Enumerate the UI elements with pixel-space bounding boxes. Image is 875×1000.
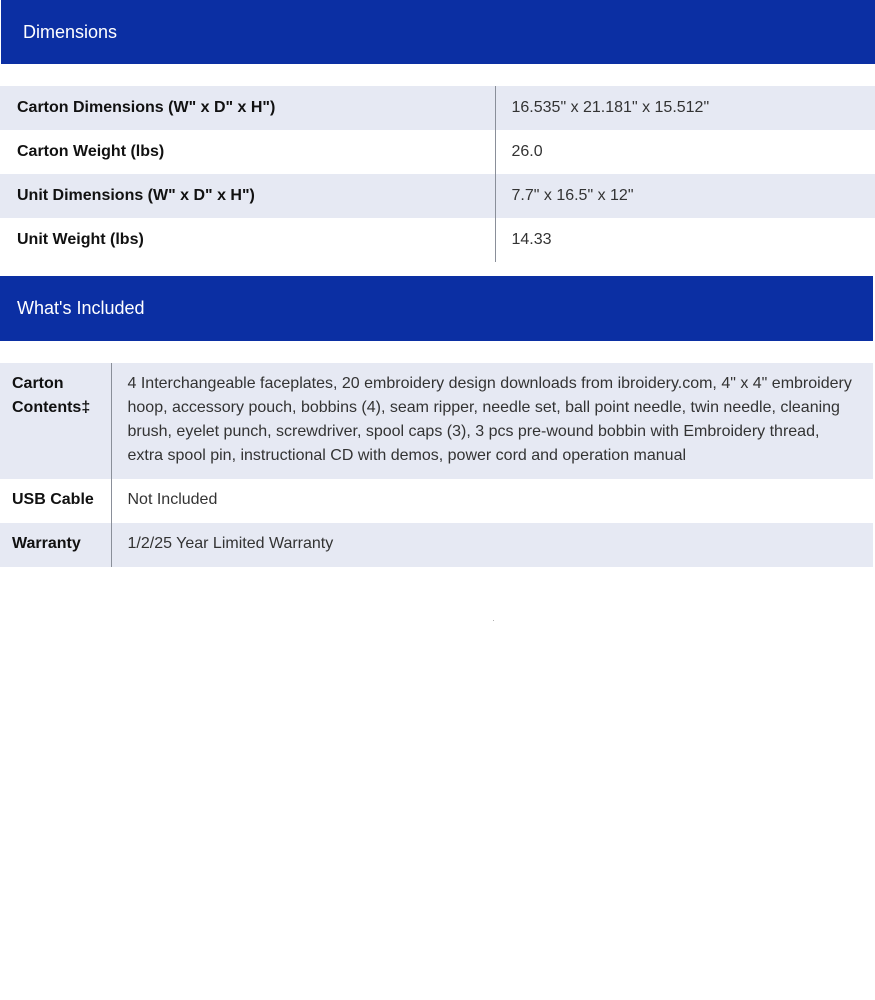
spec-label: Unit Dimensions (W" x D" x H") (0, 174, 495, 218)
dimensions-title: Dimensions (23, 21, 118, 42)
spec-value: 26.0 (495, 130, 875, 174)
table-row (0, 479, 873, 523)
spec-value: 14.33 (495, 218, 875, 262)
spec-value: 16.535" x 21.181" x 15.512" (495, 86, 875, 130)
table-row (0, 86, 875, 130)
included-label: Carton Contents‡ (0, 363, 111, 479)
included-label: Warranty (0, 523, 111, 567)
table-row (0, 523, 873, 567)
stray-pixel-mark (493, 620, 494, 621)
included-value: 1/2/25 Year Limited Warranty (111, 523, 873, 567)
table-row (0, 218, 875, 262)
whats-included-section-header (0, 276, 873, 341)
whats-included-title: What's Included (17, 298, 145, 318)
spec-label: Unit Weight (lbs) (0, 218, 495, 262)
included-value: Not Included (111, 479, 873, 523)
spec-label: Carton Weight (lbs) (0, 130, 495, 174)
dimensions-section-header (1, 0, 875, 64)
table-row (0, 130, 875, 174)
table-row (0, 363, 873, 479)
spec-label: Carton Dimensions (W" x D" x H") (0, 86, 495, 130)
dimensions-table (0, 86, 875, 262)
spec-value: 7.7" x 16.5" x 12" (495, 174, 875, 218)
whats-included-table (0, 363, 873, 567)
included-label: USB Cable (0, 479, 111, 523)
table-row (0, 174, 875, 218)
included-value: 4 Interchangeable faceplates, 20 embroidery design downloads from ibroidery.com, 4" x 4" embroidery hoop, accessory pouch, bobbins (4), seam ripper, needle set, ball point needle, twin needle, cleaning brush, eyelet punch, screwdriver, spool caps (3), 3 pcs pre-wound bobbin with Embroidery thread, extra spool pin, instructional CD with demos, power cord and operation manual (111, 363, 873, 479)
